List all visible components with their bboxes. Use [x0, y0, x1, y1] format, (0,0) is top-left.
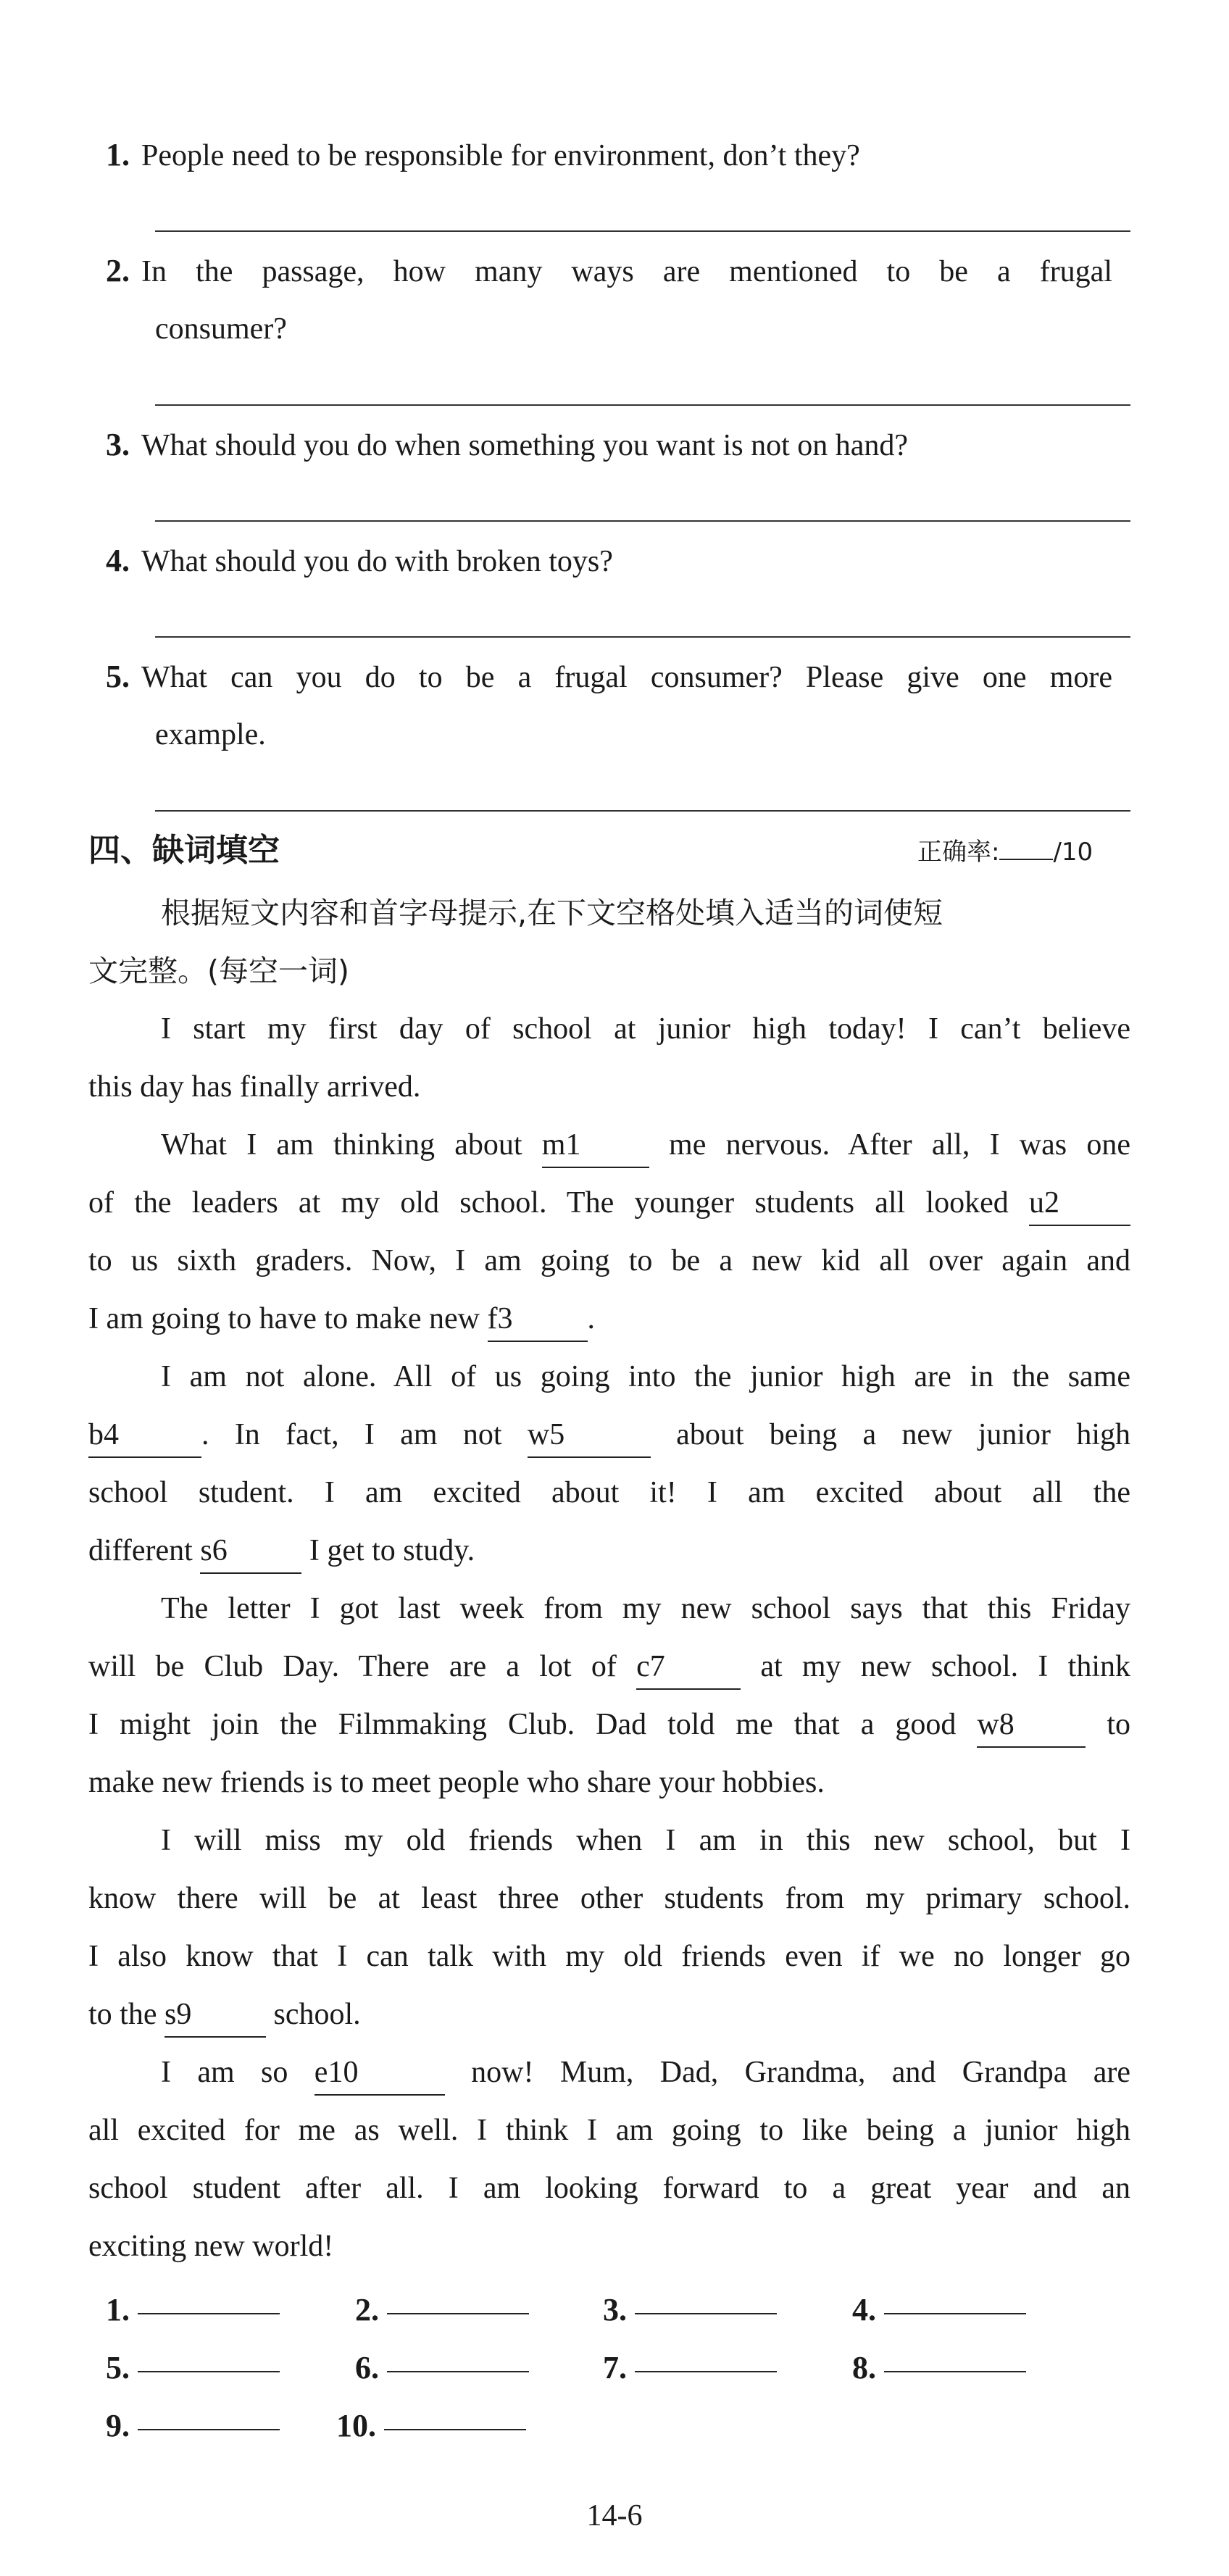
passage-text-line: What I am thinking about m 1 me nervous. After all, I was one — [88, 1116, 1130, 1174]
answer-line-q3[interactable] — [155, 520, 1130, 522]
question-4: 4. What should you do with broken toys? — [106, 543, 613, 578]
answer-slot-10[interactable]: 10. — [336, 2407, 526, 2444]
blank-3[interactable]: f 3 — [488, 1297, 588, 1342]
passage-text-line: b 4 . In fact, I am not w 5 about being a new junior high — [88, 1406, 1130, 1464]
passage-text-line: all excited for me as well. I think I am going to like being a junior high — [88, 2114, 1130, 2147]
blank-2[interactable]: u 2 — [1029, 1181, 1130, 1226]
section-title: 四、缺词填空 — [88, 832, 280, 869]
passage-text-line: I will miss my old friends when I am in this new school, but I — [161, 1824, 1130, 1857]
passage-text-line: I might join the Filmmaking Club. Dad told me that a good w 8 to — [88, 1696, 1130, 1754]
passage-text-line: to the s 9 school. — [88, 1985, 1130, 2043]
question-2: 2. In the passage, how many ways are mentioned to be a frugal — [106, 253, 1112, 288]
passage-text-line: different s 6 I get to study. — [88, 1522, 1130, 1580]
passage-text-line: The letter I got last week from my new school says that this Friday — [161, 1592, 1130, 1625]
answer-line-q2[interactable] — [155, 404, 1130, 406]
blank-1[interactable]: m 1 — [542, 1123, 649, 1168]
answer-slot-8[interactable]: 8. — [852, 2349, 1026, 2386]
question-5: 5. What can you do to be a frugal consumer? Please give one more — [106, 659, 1112, 694]
blank-6[interactable]: s 6 — [200, 1529, 301, 1574]
passage-text-line: I also know that I can talk with my old friends even if we no longer go — [88, 1940, 1130, 1973]
blank-5[interactable]: w 5 — [528, 1413, 651, 1458]
answer-slot-3[interactable]: 3. — [603, 2291, 777, 2328]
passage-text-line: I start my first day of school at junior high today! I can’t believe — [161, 1012, 1130, 1046]
page-number: 14-6 — [586, 2499, 643, 2533]
blank-4[interactable]: b 4 — [88, 1413, 201, 1458]
answer-slot-9[interactable]: 9. — [106, 2407, 280, 2444]
answer-line-q5[interactable] — [155, 810, 1130, 812]
question-5-continuation: example. — [155, 718, 266, 751]
passage-text-line: to us sixth graders. Now, I am going to be a new kid all over again and — [88, 1244, 1130, 1277]
question-2-continuation: consumer? — [155, 312, 287, 346]
passage-text-line: this day has finally arrived. — [88, 1070, 421, 1104]
instruction-line-1: 根据短文内容和首字母提示,在下文空格处填入适当的词使短 — [161, 896, 943, 930]
passage-text-line: I am so e 10 now! Mum, Dad, Grandma, and Grandpa are — [88, 2043, 1130, 2101]
answer-slot-7[interactable]: 7. — [603, 2349, 777, 2386]
passage-text-line: I am going to have to make new f 3 . — [88, 1290, 1130, 1348]
answer-slot-1[interactable]: 1. — [106, 2291, 280, 2328]
passage-text-line: exciting new world! — [88, 2230, 334, 2263]
blank-10[interactable]: e 10 — [314, 2051, 445, 2096]
answer-slot-4[interactable]: 4. — [852, 2291, 1026, 2328]
answer-slot-2[interactable]: 2. — [355, 2291, 529, 2328]
passage-text-line: school student after all. I am looking forward to a great year and an — [88, 2172, 1130, 2205]
answer-slot-5[interactable]: 5. — [106, 2349, 280, 2386]
passage-text-line: school student. I am excited about it! I am excited about all the — [88, 1476, 1130, 1509]
answer-line-q4[interactable] — [155, 636, 1130, 638]
accuracy-score: 正确率: /10 — [917, 838, 1093, 867]
question-1: 1. People need to be responsible for environment, don’t they? — [106, 137, 860, 172]
blank-8[interactable]: w 8 — [977, 1703, 1086, 1748]
passage-text-line: of the leaders at my old school. The younger students all looked u 2 — [88, 1174, 1130, 1232]
answer-slot-6[interactable]: 6. — [355, 2349, 529, 2386]
passage — [88, 1000, 1130, 2275]
answer-line-q1[interactable] — [155, 230, 1130, 232]
passage-text-line: make new friends is to meet people who share your hobbies. — [88, 1766, 825, 1799]
instruction-line-2: 文完整。(每空一词) — [88, 954, 349, 988]
accuracy-blank[interactable] — [999, 837, 1053, 860]
passage-text-line: will be Club Day. There are a lot of c 7 at my new school. I think — [88, 1638, 1130, 1696]
question-3: 3. What should you do when something you want is not on hand? — [106, 427, 909, 462]
blank-9[interactable]: s 9 — [164, 1993, 266, 2038]
passage-text-line: know there will be at least three other students from my primary school. — [88, 1882, 1130, 1915]
blank-7[interactable]: c 7 — [636, 1645, 741, 1690]
passage-text-line: I am not alone. All of us going into the junior high are in the same — [161, 1360, 1130, 1393]
